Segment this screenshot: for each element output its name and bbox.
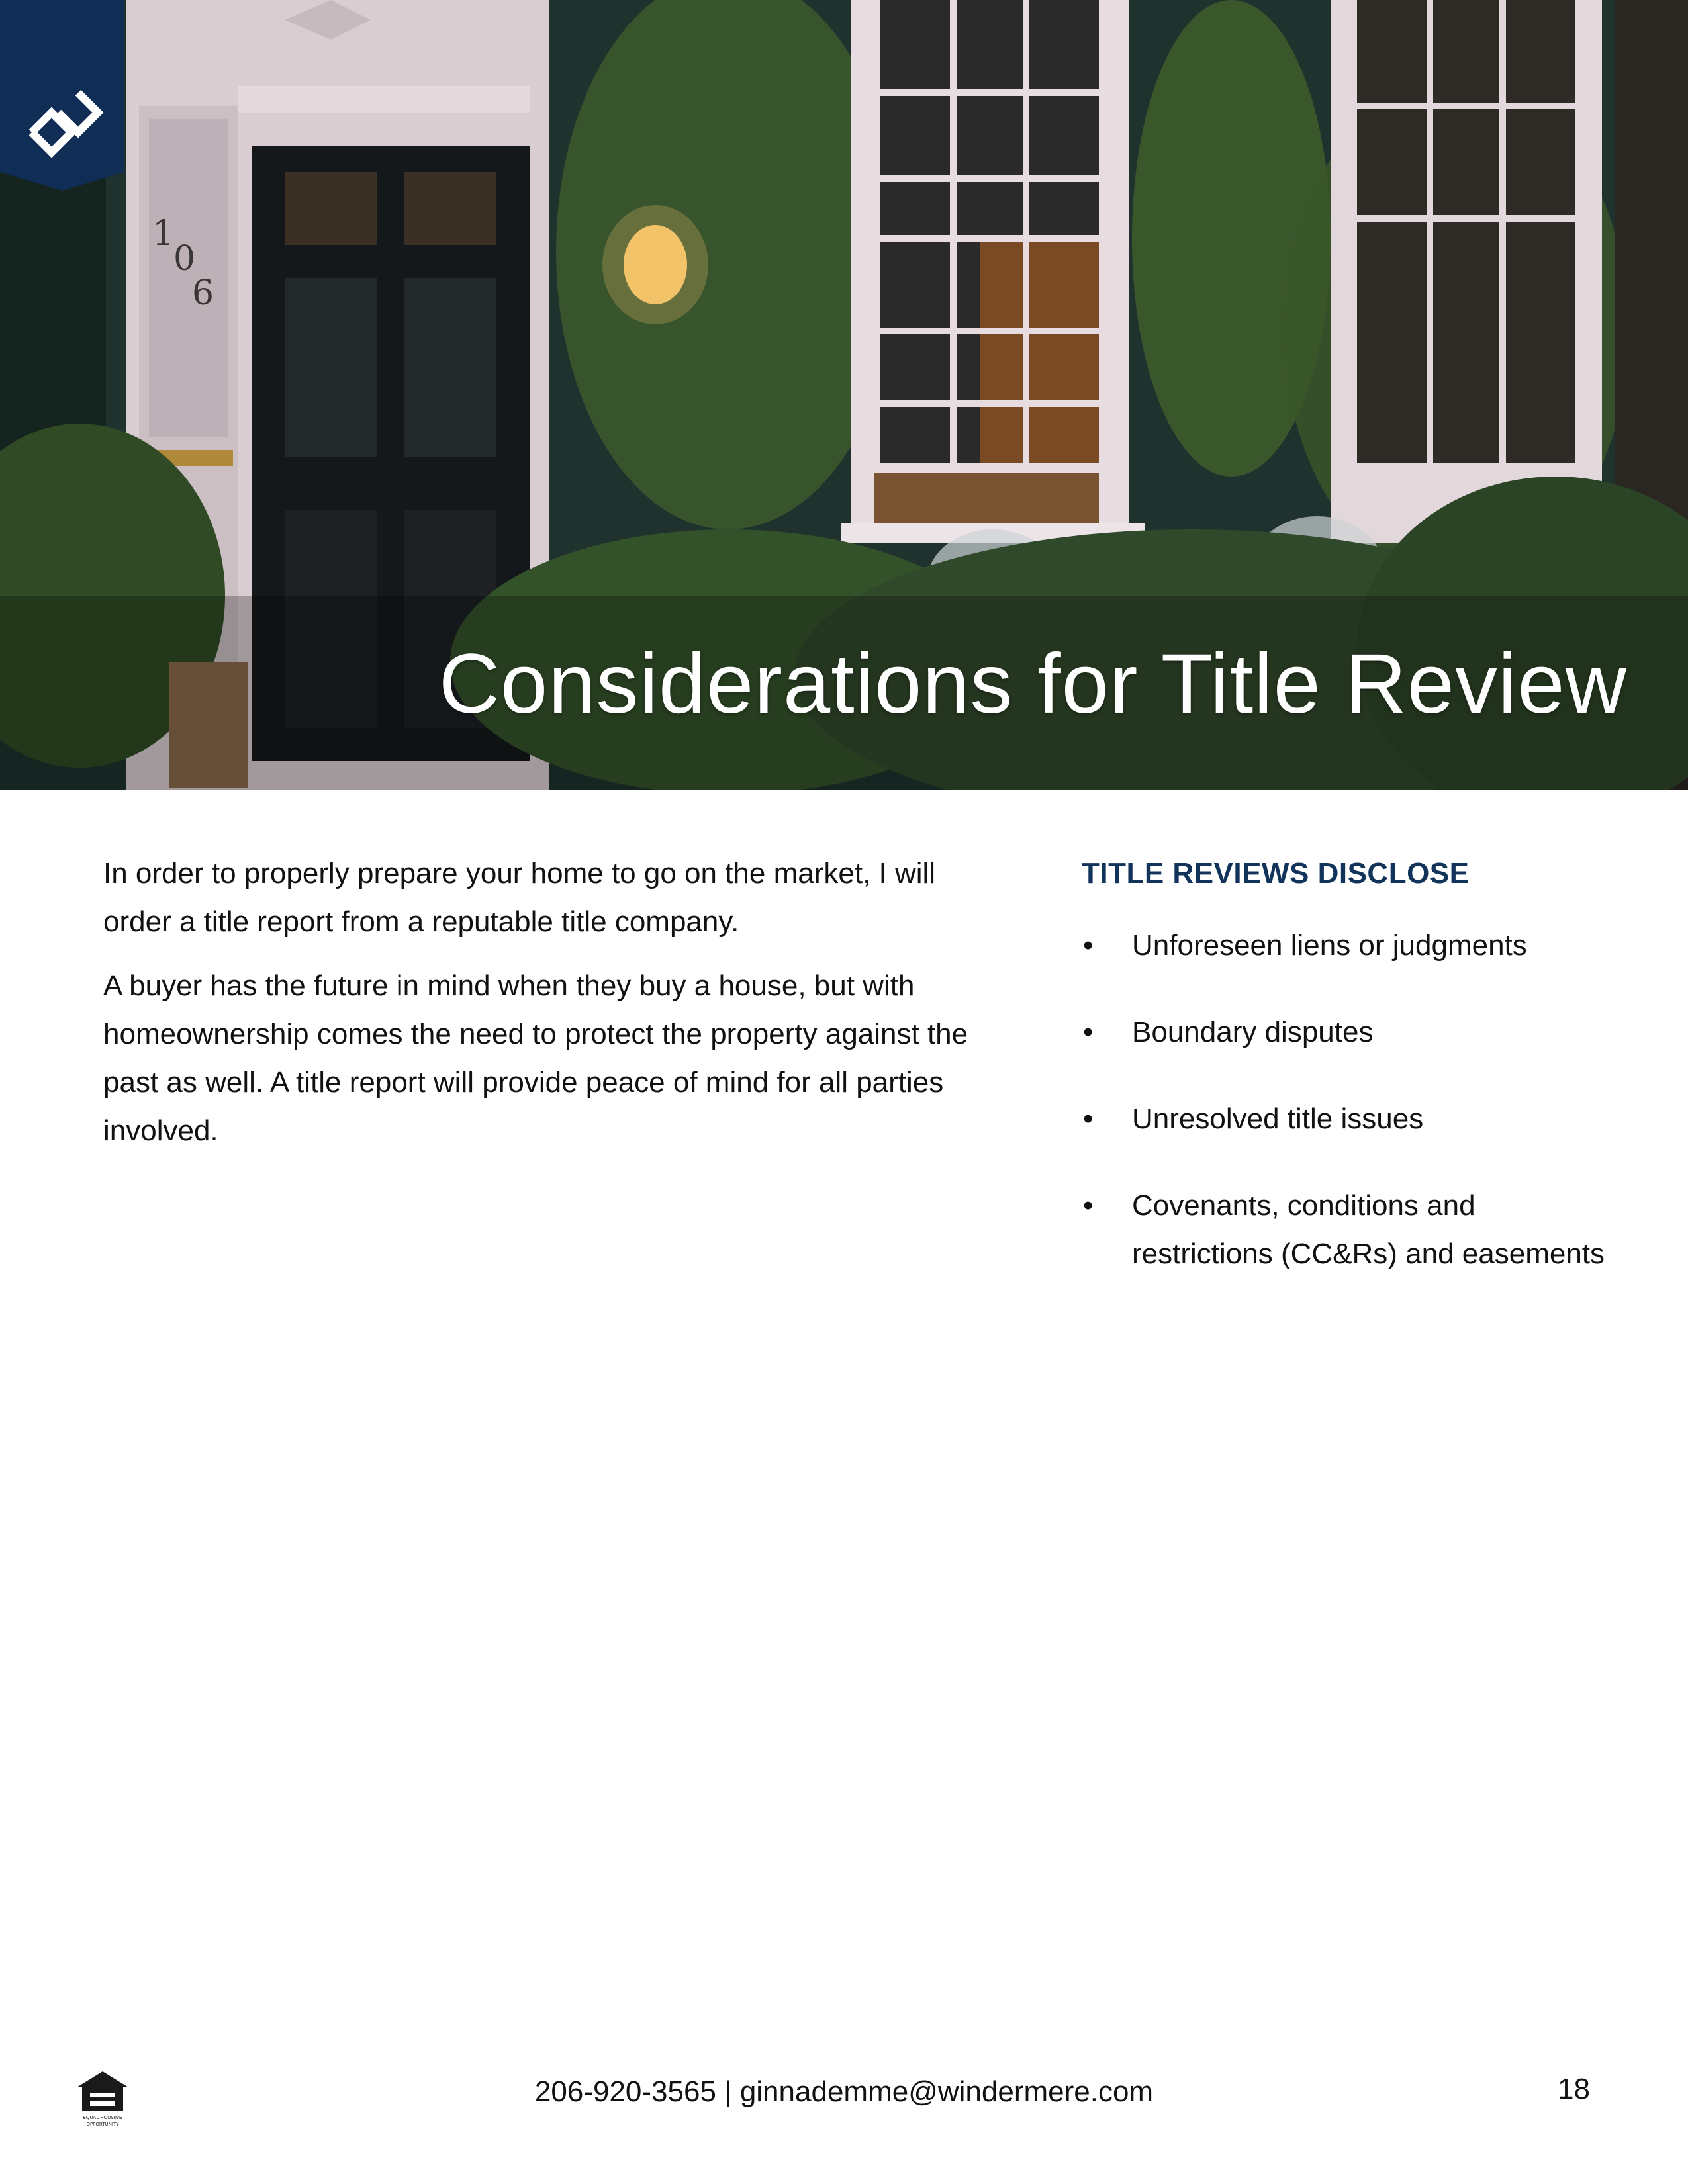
list-item (1082, 1008, 1611, 1056)
bullet: • (1083, 1189, 1094, 1222)
disclose-section (1082, 849, 1611, 1316)
section-heading: TITLE REVIEWS DISCLOSE (1082, 857, 1470, 889)
bullet: • (1083, 1016, 1094, 1048)
list-item-label: Covenants, conditions and restrictions (CC&Rs) and easements (1132, 1189, 1605, 1270)
list-item-label: Boundary disputes (1132, 1016, 1374, 1048)
list-item-label: Unforeseen liens or judgments (1132, 929, 1527, 962)
eho-text-line-2: OPPORTUNITY (86, 2122, 119, 2127)
eho-text-line-1: EQUAL HOUSING (83, 2115, 122, 2120)
svg-text:1: 1 (152, 214, 175, 253)
bullet: • (1083, 929, 1094, 962)
list-item (1082, 1095, 1611, 1143)
page-title: Considerations for Title Review (438, 637, 1627, 731)
svg-text:0: 0 (173, 239, 196, 279)
intro-text (103, 849, 990, 1171)
windermere-logo-icon (0, 0, 124, 191)
list-item (1082, 1181, 1611, 1278)
list-item (1082, 921, 1611, 970)
bullet: • (1083, 1103, 1094, 1135)
footer-contact: 206-920-3565 | ginnademme@windermere.com (534, 2075, 1154, 2108)
intro-paragraph-1: In order to properly prepare your home to go on the market, I will order a title report from a reputable title company. (103, 857, 936, 938)
disclose-list (1082, 921, 1611, 1278)
intro-paragraph-2: A buyer has the future in mind when they buy a house, but with homeownership comes the need to protect the property against the past as well. A title report will provide peace of mind for all parties involved. (103, 970, 968, 1147)
svg-text:6: 6 (192, 273, 214, 313)
page-number: 18 (1558, 2073, 1590, 2105)
list-item-label: Unresolved title issues (1132, 1103, 1424, 1135)
hero-banner (0, 0, 1688, 790)
